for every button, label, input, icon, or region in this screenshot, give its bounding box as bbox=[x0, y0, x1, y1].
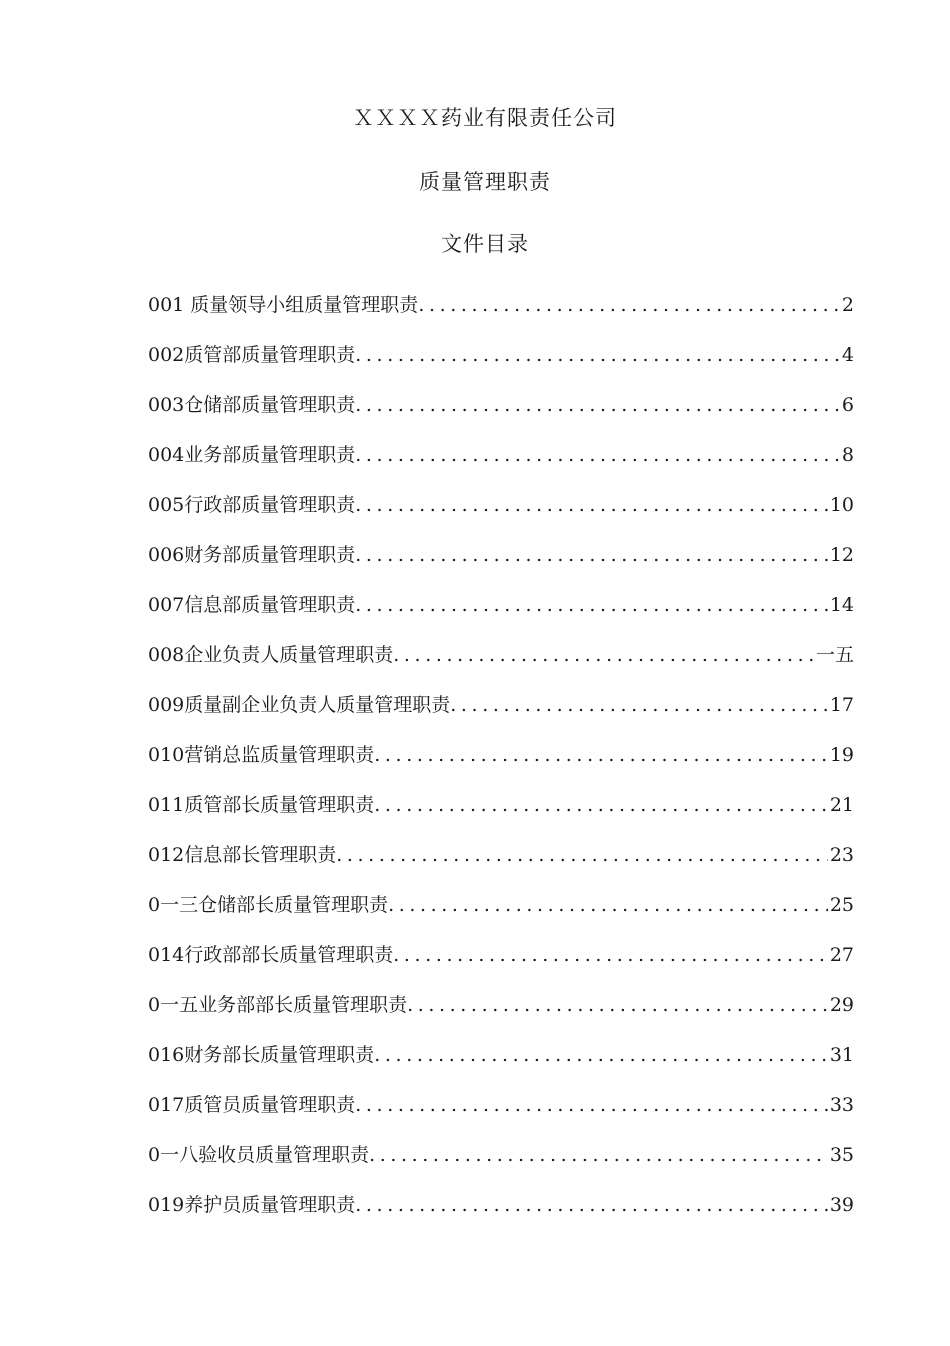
toc-entry-page: 35 bbox=[829, 1144, 854, 1166]
toc-entry-title: 0一三仓储部长质量管理职责 bbox=[148, 894, 389, 916]
toc-entry-title: 016财务部长质量管理职责 bbox=[148, 1044, 375, 1066]
toc-entry[interactable] bbox=[148, 390, 854, 440]
dot-leader bbox=[355, 440, 840, 470]
dot-leader bbox=[355, 540, 828, 570]
toc-entry-title: 004业务部质量管理职责 bbox=[148, 444, 356, 466]
toc-entry-page: 19 bbox=[829, 744, 854, 766]
toc-entry[interactable] bbox=[148, 340, 854, 390]
toc-entry-page: 2 bbox=[841, 294, 854, 316]
toc-entry[interactable] bbox=[148, 690, 854, 740]
dot-leader bbox=[418, 290, 840, 320]
dot-leader bbox=[355, 1090, 828, 1120]
dot-leader bbox=[355, 490, 828, 520]
toc-heading: 文件目录 bbox=[441, 232, 529, 256]
dot-leader bbox=[369, 1140, 828, 1170]
toc-entry[interactable] bbox=[148, 1190, 854, 1240]
toc-entry[interactable] bbox=[148, 790, 854, 840]
toc-entry-title: 009质量副企业负责人质量管理职责 bbox=[148, 694, 451, 716]
dot-leader bbox=[407, 990, 828, 1020]
toc-entry[interactable] bbox=[148, 990, 854, 1040]
company-name: ＸＸＸＸ药业有限责任公司 bbox=[353, 106, 617, 130]
toc-entry[interactable] bbox=[148, 640, 854, 690]
toc-entry-page: 31 bbox=[829, 1044, 854, 1066]
dot-leader bbox=[355, 590, 828, 620]
toc-entry[interactable] bbox=[148, 840, 854, 890]
toc-entry-page: 29 bbox=[829, 994, 854, 1016]
toc-entry-title: 019养护员质量管理职责 bbox=[148, 1194, 356, 1216]
toc-entry-title: 005行政部质量管理职责 bbox=[148, 494, 356, 516]
toc-entry[interactable] bbox=[148, 440, 854, 490]
dot-leader bbox=[374, 1040, 828, 1070]
dot-leader bbox=[374, 740, 828, 770]
toc-entry-page: 17 bbox=[829, 694, 854, 716]
dot-leader bbox=[336, 840, 828, 870]
toc-entry-page: 12 bbox=[829, 544, 854, 566]
dot-leader bbox=[393, 940, 828, 970]
toc-entry[interactable] bbox=[148, 540, 854, 590]
toc-entry[interactable] bbox=[148, 940, 854, 990]
toc-entry-title: 017质管员质量管理职责 bbox=[148, 1094, 356, 1116]
toc-entry-page: 14 bbox=[829, 594, 854, 616]
toc-entry-page: 10 bbox=[829, 494, 854, 516]
dot-leader bbox=[355, 340, 840, 370]
dot-leader bbox=[355, 1190, 828, 1220]
toc-entry-title: 010营销总监质量管理职责 bbox=[148, 744, 375, 766]
toc-entry[interactable] bbox=[148, 1090, 854, 1140]
dot-leader bbox=[374, 790, 828, 820]
toc-entry[interactable] bbox=[148, 1040, 854, 1090]
toc-entry-title: 006财务部质量管理职责 bbox=[148, 544, 356, 566]
toc-entry-page: 39 bbox=[829, 1194, 854, 1216]
toc-entry-page: 33 bbox=[829, 1094, 854, 1116]
table-of-contents bbox=[148, 290, 854, 1240]
dot-leader bbox=[393, 640, 814, 670]
dot-leader bbox=[388, 890, 828, 920]
toc-entry-page: 27 bbox=[829, 944, 854, 966]
toc-entry-page: 一五 bbox=[815, 644, 854, 666]
toc-entry-page: 21 bbox=[829, 794, 854, 816]
toc-entry[interactable] bbox=[148, 740, 854, 790]
toc-entry-page: 23 bbox=[829, 844, 854, 866]
toc-entry[interactable] bbox=[148, 290, 854, 340]
toc-entry-page: 8 bbox=[841, 444, 854, 466]
toc-entry[interactable] bbox=[148, 1140, 854, 1190]
toc-entry-title: 0一八验收员质量管理职责 bbox=[148, 1144, 370, 1166]
toc-entry-title: 011质管部长质量管理职责 bbox=[148, 794, 375, 816]
toc-entry-title: 007信息部质量管理职责 bbox=[148, 594, 356, 616]
toc-entry[interactable] bbox=[148, 490, 854, 540]
toc-entry[interactable] bbox=[148, 590, 854, 640]
toc-entry[interactable] bbox=[148, 890, 854, 940]
toc-entry-title: 003仓储部质量管理职责 bbox=[148, 394, 356, 416]
dot-leader bbox=[355, 390, 840, 420]
toc-entry-title: 008企业负责人质量管理职责 bbox=[148, 644, 394, 666]
toc-entry-title: 001 质量领导小组质量管理职责 bbox=[148, 294, 419, 316]
toc-entry-page: 4 bbox=[841, 344, 854, 366]
toc-entry-page: 25 bbox=[829, 894, 854, 916]
dot-leader bbox=[450, 690, 828, 720]
toc-entry-title: 002质管部质量管理职责 bbox=[148, 344, 356, 366]
toc-entry-title: 012信息部长管理职责 bbox=[148, 844, 337, 866]
toc-entry-title: 0一五业务部部长质量管理职责 bbox=[148, 994, 408, 1016]
toc-entry-page: 6 bbox=[841, 394, 854, 416]
toc-entry-title: 014行政部部长质量管理职责 bbox=[148, 944, 394, 966]
document-title: 质量管理职责 bbox=[419, 170, 551, 194]
